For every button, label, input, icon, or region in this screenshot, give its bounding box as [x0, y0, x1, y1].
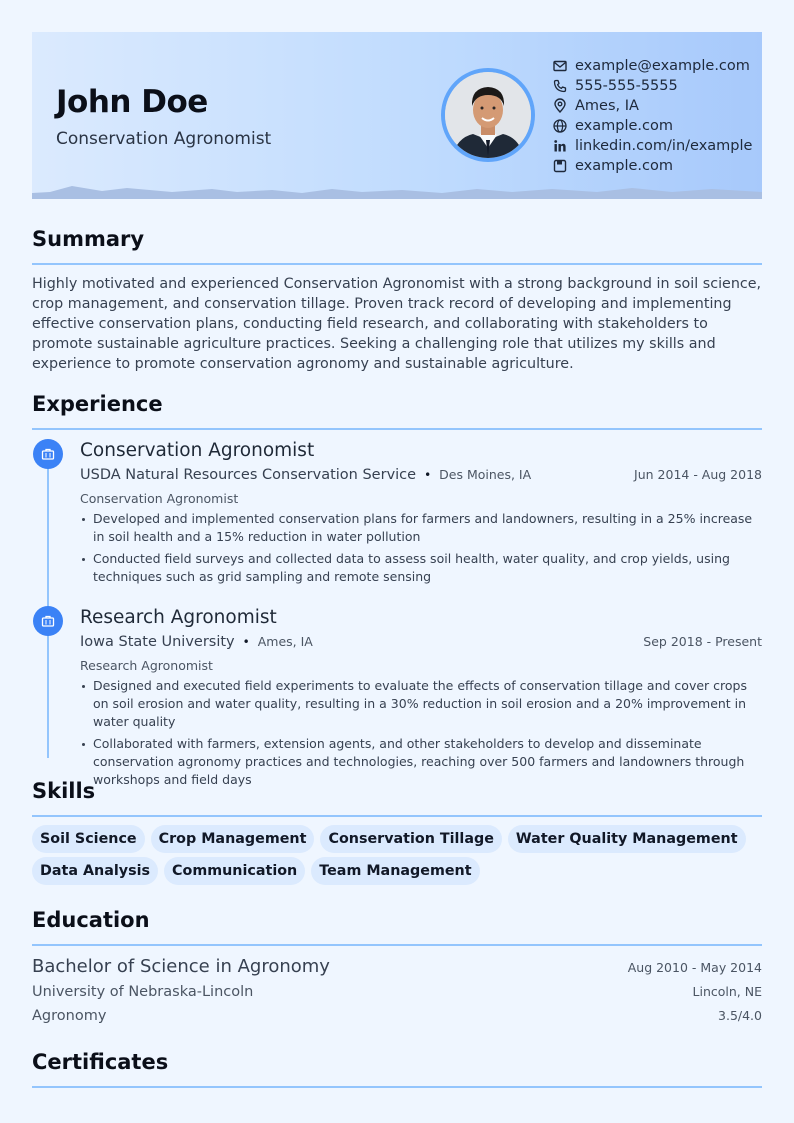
education-school: University of Nebraska-Lincoln	[32, 984, 254, 1000]
experience-heading: Experience	[32, 392, 163, 416]
skills-divider	[32, 815, 762, 817]
job-location: Des Moines, IA	[439, 467, 532, 482]
briefcase-icon	[33, 606, 63, 636]
job-bullet: Conducted field surveys and collected data to assess soil health, water quality, and crop yields, using techniques such as grid sampling and remote sensing	[80, 550, 762, 586]
skill-chip: Data Analysis	[32, 857, 158, 885]
job-bullets	[80, 510, 762, 586]
separator-dot: •	[242, 635, 250, 649]
contact-phone-text: 555-555-5555	[575, 78, 678, 94]
certificates-divider	[32, 1086, 762, 1088]
header-wave-decoration	[32, 183, 762, 199]
contact-website[interactable]	[552, 116, 752, 136]
job-bullet: Collaborated with farmers, extension agents, and other stakeholders to develop and disseminate conservation agronomy practices and technologies, reaching over 500 farmers and landowners through workshops and field days	[80, 735, 762, 789]
contact-location-text: Ames, IA	[575, 98, 639, 114]
avatar	[441, 68, 535, 162]
job-meta	[80, 464, 762, 488]
education-degree: Bachelor of Science in Agronomy	[32, 956, 330, 977]
job-bullet: Designed and executed field experiments to evaluate the effects of conservation tillage and cover crops on soil erosion and water quality, resulting in a 30% reduction in soil erosion and a 20% improvement in water quality	[80, 677, 762, 731]
candidate-title: Conservation Agronomist	[56, 129, 272, 149]
contact-website-text: example.com	[575, 118, 673, 134]
contact-portfolio[interactable]	[552, 156, 752, 176]
education-field-row	[32, 1008, 762, 1024]
job-company: Iowa State University	[80, 634, 235, 650]
summary-divider	[32, 263, 762, 265]
job-title: Conservation Agronomist	[80, 440, 315, 461]
job-bullet: Developed and implemented conservation plans for farmers and landowners, resulting in a 25% increase in soil health and a 15% reduction in water pollution	[80, 510, 762, 546]
education-school-row	[32, 984, 762, 1000]
job-dates: Jun 2014 - Aug 2018	[634, 467, 762, 482]
phone-icon	[552, 78, 568, 94]
skills-heading: Skills	[32, 779, 96, 803]
contact-portfolio-text: example.com	[575, 158, 673, 174]
contact-location	[552, 96, 752, 116]
job-title: Research Agronomist	[80, 607, 277, 628]
contact-list	[552, 56, 752, 176]
contact-linkedin[interactable]	[552, 136, 752, 156]
location-pin-icon	[552, 98, 568, 114]
summary-text: Highly motivated and experienced Conservation Agronomist with a strong background in soil science, crop management, and conservation tillage. Proven track record of developing and implementing effective conservation plans, conducting field research, and collaborating with stakeholders to promote sustainable agriculture practices. Seeking a challenging role that utilizes my skills and experience to promote conservation agronomy and sustainable agriculture.	[32, 276, 762, 372]
job-subtitle: Conservation Agronomist	[80, 491, 239, 506]
portfolio-icon	[552, 158, 568, 174]
mail-icon	[552, 58, 568, 74]
briefcase-icon	[33, 439, 63, 469]
education-gpa: 3.5/4.0	[718, 1008, 762, 1023]
job-company: USDA Natural Resources Conservation Service	[80, 467, 417, 483]
job-entry	[80, 438, 762, 590]
contact-email[interactable]	[552, 56, 752, 76]
contact-phone[interactable]	[552, 76, 752, 96]
job-bullets	[80, 677, 762, 789]
certificates-heading: Certificates	[32, 1050, 169, 1074]
separator-dot: •	[424, 468, 432, 482]
education-location: Lincoln, NE	[692, 984, 762, 999]
skill-chip: Soil Science	[32, 825, 145, 853]
skills-list	[32, 825, 772, 889]
job-entry	[80, 605, 762, 793]
contact-email-text: example@example.com	[575, 58, 750, 74]
skill-chip: Crop Management	[151, 825, 315, 853]
candidate-name: John Doe	[56, 84, 208, 120]
education-field: Agronomy	[32, 1008, 107, 1024]
contact-linkedin-text: linkedin.com/in/example	[575, 138, 753, 154]
education-degree-row	[32, 956, 762, 977]
job-meta	[80, 631, 762, 655]
summary-heading: Summary	[32, 227, 145, 251]
job-subtitle: Research Agronomist	[80, 658, 213, 673]
skill-chip: Water Quality Management	[508, 825, 746, 853]
skill-chip: Conservation Tillage	[320, 825, 501, 853]
education-divider	[32, 944, 762, 946]
education-heading: Education	[32, 908, 150, 932]
job-location: Ames, IA	[257, 634, 313, 649]
globe-icon	[552, 118, 568, 134]
skill-chip: Team Management	[311, 857, 479, 885]
skill-chip: Communication	[164, 857, 305, 885]
linkedin-icon	[552, 138, 568, 154]
education-dates: Aug 2010 - May 2014	[627, 960, 762, 975]
header-banner	[32, 32, 762, 199]
job-dates: Sep 2018 - Present	[643, 634, 762, 649]
experience-divider	[32, 428, 762, 430]
avatar-photo	[441, 68, 535, 162]
